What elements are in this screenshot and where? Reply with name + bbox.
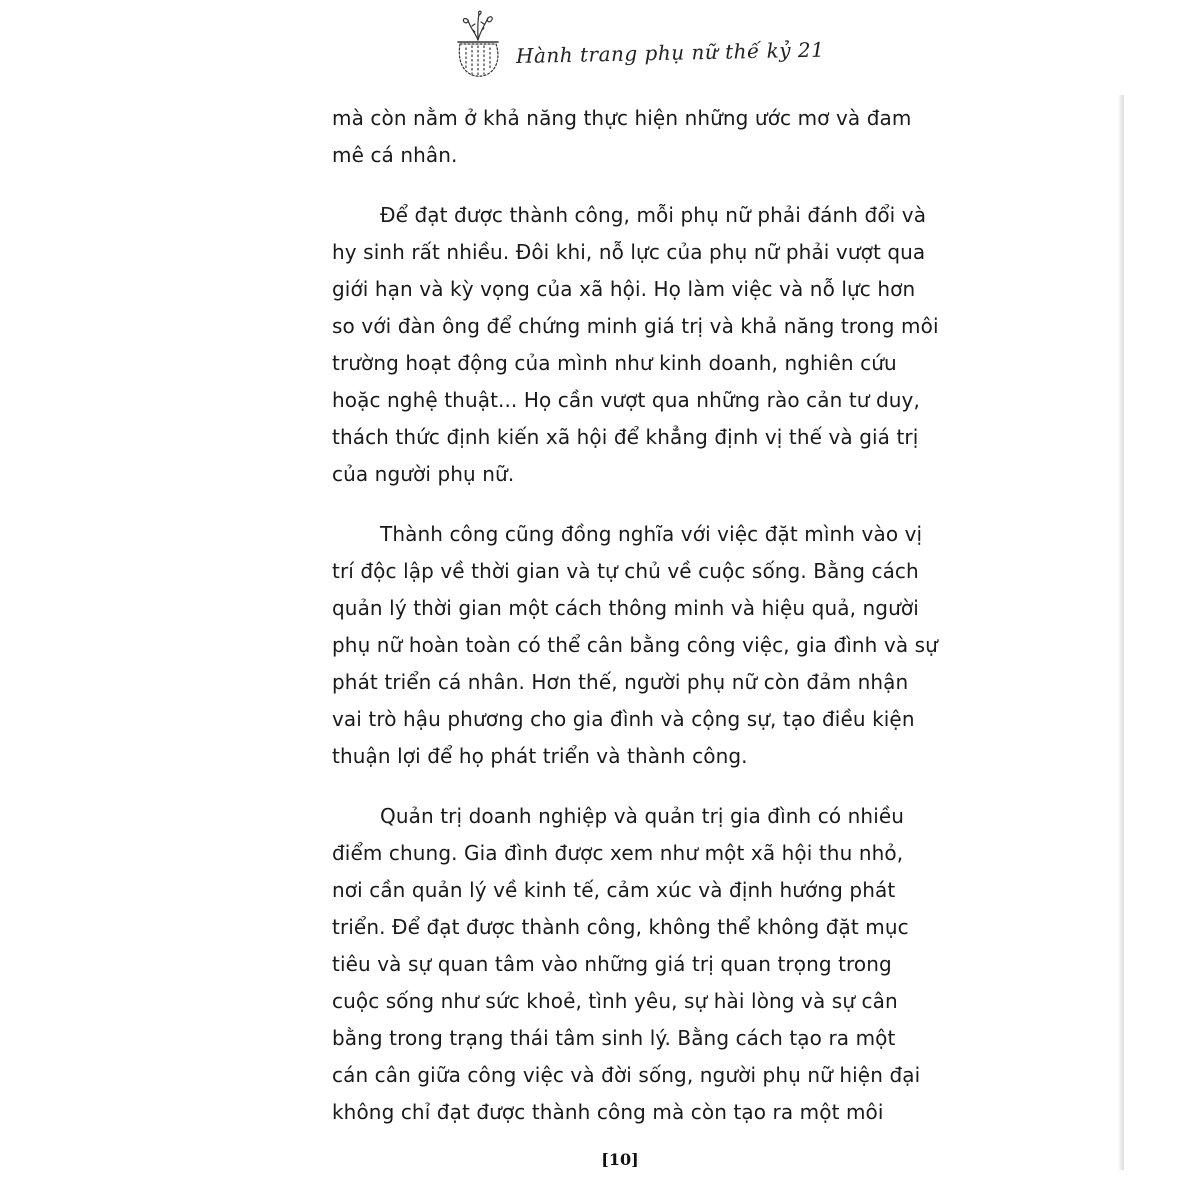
text-line: so với đàn ông để chứng minh giá trị và khả năng trong môi: [332, 314, 939, 338]
text-line: trí độc lập về thời gian và tự chủ về cuộc sống. Bằng cách: [332, 559, 919, 583]
text-line: triển. Để đạt được thành công, không thể không đặt mục: [332, 915, 909, 939]
body-text: [332, 100, 939, 1154]
text-line: mà còn nằm ở khả năng thực hiện những ước mơ và đam: [332, 106, 912, 130]
text-line: thách thức định kiến xã hội để khẳng định vị thế và giá trị: [332, 425, 919, 449]
text-line: của người phụ nữ.: [332, 462, 515, 486]
running-title: Hành trang phụ nữ thế kỷ 21: [515, 37, 825, 68]
flower-pot-icon: [448, 10, 508, 80]
running-header: [440, 8, 825, 88]
text-line: thuận lợi để họ phát triển và thành công.: [332, 744, 748, 768]
paragraph: [332, 798, 932, 1131]
text-line: Quản trị doanh nghiệp và quản trị gia đình có nhiều: [380, 804, 905, 828]
page-number: [10]: [601, 1150, 639, 1169]
text-line: vai trò hậu phương cho gia đình và cộng sự, tạo điều kiện: [332, 707, 915, 731]
text-line: không chỉ đạt được thành công mà còn tạo ra một môi: [332, 1100, 884, 1124]
paragraph: [332, 197, 939, 493]
text-line: hoặc nghệ thuật... Họ cần vượt qua những rào cản tư duy,: [332, 388, 920, 412]
text-line: phát triển cá nhân. Hơn thế, người phụ nữ còn đảm nhận: [332, 670, 909, 694]
text-line: tiêu và sự quan tâm vào những giá trị quan trọng trong: [332, 952, 892, 976]
text-line: cuộc sống như sức khoẻ, tình yêu, sự hài lòng và sự cân: [332, 989, 898, 1013]
paragraph: [332, 100, 932, 174]
page-edge-shadow: [1118, 95, 1124, 1170]
text-line: quản lý thời gian một cách thông minh và hiệu quả, người: [332, 596, 919, 620]
text-line: cán cân giữa công việc và đời sống, người phụ nữ hiện đại: [332, 1063, 921, 1087]
text-line: bằng trong trạng thái tâm sinh lý. Bằng cách tạo ra một: [332, 1026, 896, 1050]
text-line: phụ nữ hoàn toàn có thể cân bằng công việc, gia đình và sự: [332, 633, 938, 657]
text-line: Thành công cũng đồng nghĩa với việc đặt mình vào vị: [380, 522, 923, 546]
text-line: mê cá nhân.: [332, 143, 458, 167]
text-line: hy sinh rất nhiều. Đôi khi, nỗ lực của phụ nữ phải vượt qua: [332, 240, 926, 264]
text-line: Để đạt được thành công, mỗi phụ nữ phải đánh đổi và: [380, 203, 927, 227]
paragraph: [332, 516, 938, 775]
text-line: trường hoạt động của mình như kinh doanh, nghiên cứu: [332, 351, 897, 375]
text-line: nơi cần quản lý về kinh tế, cảm xúc và định hướng phát: [332, 878, 896, 902]
text-line: điểm chung. Gia đình được xem như một xã hội thu nhỏ,: [332, 841, 904, 865]
text-line: giới hạn và kỳ vọng của xã hội. Họ làm việc và nỗ lực hơn: [332, 277, 916, 301]
